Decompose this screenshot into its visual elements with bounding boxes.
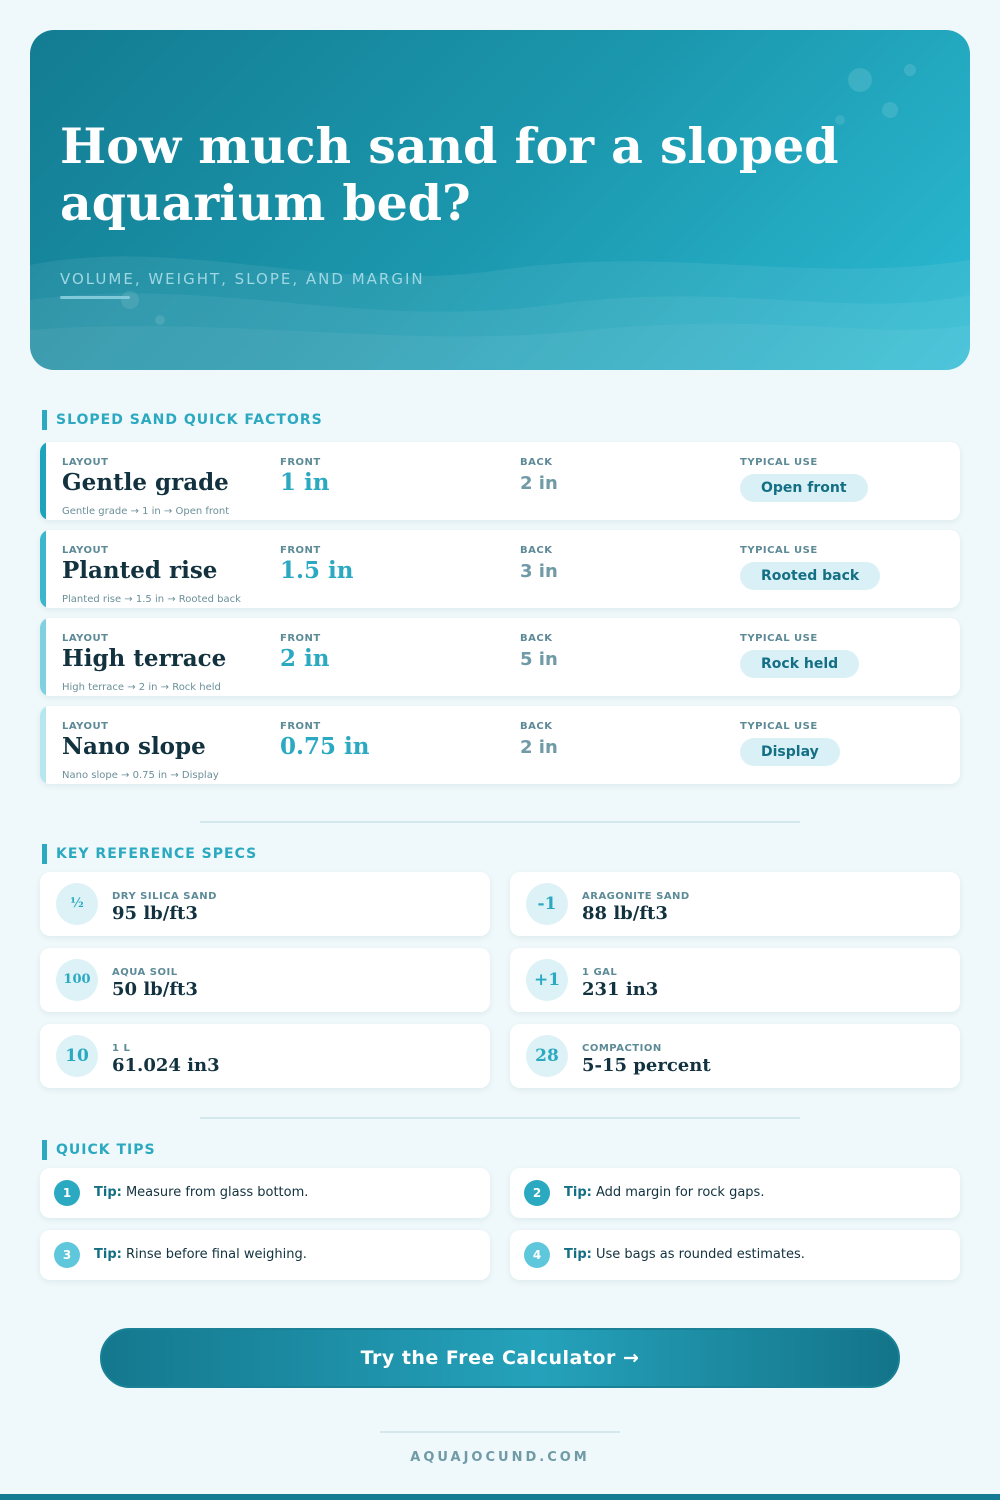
- factor-accent-bar: [40, 706, 46, 784]
- spec-badge: 10: [56, 1035, 98, 1077]
- layout-name: Nano slope: [62, 733, 206, 760]
- tip-text: [564, 1185, 764, 1200]
- spec-label: AQUA SOIL: [112, 967, 178, 978]
- front-label: FRONT: [280, 721, 321, 732]
- tip-text: [564, 1247, 805, 1262]
- spec-label: DRY SILICA SAND: [112, 891, 217, 902]
- back-depth: 3 in: [520, 561, 558, 582]
- hero-banner: [30, 30, 970, 370]
- footer-url[interactable]: AQUAJOCUND.COM: [410, 1450, 590, 1465]
- spec-card: [510, 948, 960, 1012]
- tip-prefix: Tip:: [564, 1247, 592, 1262]
- spec-badge: ½: [56, 883, 98, 925]
- spec-value: 88 lb/ft3: [582, 903, 668, 924]
- front-depth: 1 in: [280, 469, 330, 496]
- tips-heading: QUICK TIPS: [42, 1140, 156, 1160]
- front-depth: 2 in: [280, 645, 330, 672]
- tip-body: Rinse before final weighing.: [125, 1247, 307, 1262]
- back-depth: 2 in: [520, 737, 558, 758]
- spec-badge: -1: [526, 883, 568, 925]
- tip-card: [510, 1230, 960, 1280]
- tip-prefix: Tip:: [94, 1185, 122, 1200]
- spec-value: 61.024 in3: [112, 1055, 220, 1076]
- spec-card: [40, 872, 490, 936]
- use-badge: Open front: [740, 474, 868, 502]
- footer-divider: [380, 1431, 620, 1433]
- spec-badge: 28: [526, 1035, 568, 1077]
- spec-value: 95 lb/ft3: [112, 903, 198, 924]
- tip-text: [94, 1247, 307, 1262]
- bottom-accent-bar: [0, 1494, 1000, 1500]
- layout-label: LAYOUT: [62, 457, 109, 468]
- tip-number: 4: [524, 1242, 550, 1268]
- back-label: BACK: [520, 457, 553, 468]
- page-title: How much sand for a sloped aquarium bed?: [60, 117, 839, 232]
- spec-badge: 100: [56, 959, 98, 1001]
- back-label: BACK: [520, 721, 553, 732]
- section-divider: [200, 1117, 800, 1119]
- tip-body: Use bags as rounded estimates.: [595, 1247, 805, 1262]
- factor-row: [40, 706, 960, 784]
- factor-row: [40, 530, 960, 608]
- spec-value: 5-15 percent: [582, 1055, 711, 1076]
- spec-value: 231 in3: [582, 979, 659, 1000]
- subtitle-underline: [60, 296, 130, 299]
- layout-label: LAYOUT: [62, 721, 109, 732]
- use-label: TYPICAL USE: [740, 545, 818, 556]
- factor-caption: Nano slope → 0.75 in → Display: [62, 770, 219, 781]
- tip-number: 3: [54, 1242, 80, 1268]
- factors-heading: SLOPED SAND QUICK FACTORS: [42, 410, 323, 430]
- back-label: BACK: [520, 633, 553, 644]
- tip-number: 1: [54, 1180, 80, 1206]
- layout-name: Gentle grade: [62, 469, 229, 496]
- spec-label: 1 GAL: [582, 967, 618, 978]
- layout-name: Planted rise: [62, 557, 218, 584]
- front-label: FRONT: [280, 545, 321, 556]
- factor-row: [40, 618, 960, 696]
- spec-card: [40, 1024, 490, 1088]
- factor-caption: Gentle grade → 1 in → Open front: [62, 506, 230, 517]
- use-label: TYPICAL USE: [740, 633, 818, 644]
- factor-row: [40, 442, 960, 520]
- tip-body: Measure from glass bottom.: [125, 1185, 309, 1200]
- back-depth: 5 in: [520, 649, 558, 670]
- use-badge: Rock held: [740, 650, 859, 678]
- factor-accent-bar: [40, 530, 46, 608]
- spec-card: [510, 1024, 960, 1088]
- tip-number: 2: [524, 1180, 550, 1206]
- factor-caption: High terrace → 2 in → Rock held: [62, 682, 221, 693]
- tip-card: [40, 1168, 490, 1218]
- spec-label: ARAGONITE SAND: [582, 891, 690, 902]
- use-badge: Display: [740, 738, 840, 766]
- page-subtitle: VOLUME, WEIGHT, SLOPE, AND MARGIN: [60, 270, 425, 288]
- tip-text: [94, 1185, 308, 1200]
- factor-accent-bar: [40, 618, 46, 696]
- front-depth: 1.5 in: [280, 557, 354, 584]
- tip-body: Add margin for rock gaps.: [595, 1185, 765, 1200]
- back-depth: 2 in: [520, 473, 558, 494]
- front-label: FRONT: [280, 457, 321, 468]
- spec-label: COMPACTION: [582, 1043, 662, 1054]
- section-divider: [200, 821, 800, 823]
- tip-prefix: Tip:: [564, 1185, 592, 1200]
- specs-heading: KEY REFERENCE SPECS: [42, 844, 257, 864]
- spec-card: [510, 872, 960, 936]
- use-badge: Rooted back: [740, 562, 880, 590]
- tip-card: [40, 1230, 490, 1280]
- back-label: BACK: [520, 545, 553, 556]
- front-depth: 0.75 in: [280, 733, 370, 760]
- front-label: FRONT: [280, 633, 321, 644]
- spec-badge: +1: [526, 959, 568, 1001]
- factor-caption: Planted rise → 1.5 in → Rooted back: [62, 594, 241, 605]
- spec-label: 1 L: [112, 1043, 131, 1054]
- layout-label: LAYOUT: [62, 633, 109, 644]
- use-label: TYPICAL USE: [740, 457, 818, 468]
- factor-accent-bar: [40, 442, 46, 520]
- spec-card: [40, 948, 490, 1012]
- layout-label: LAYOUT: [62, 545, 109, 556]
- spec-value: 50 lb/ft3: [112, 979, 198, 1000]
- tip-card: [510, 1168, 960, 1218]
- layout-name: High terrace: [62, 645, 227, 672]
- use-label: TYPICAL USE: [740, 721, 818, 732]
- calculator-cta-button[interactable]: Try the Free Calculator →: [100, 1328, 900, 1388]
- tip-prefix: Tip:: [94, 1247, 122, 1262]
